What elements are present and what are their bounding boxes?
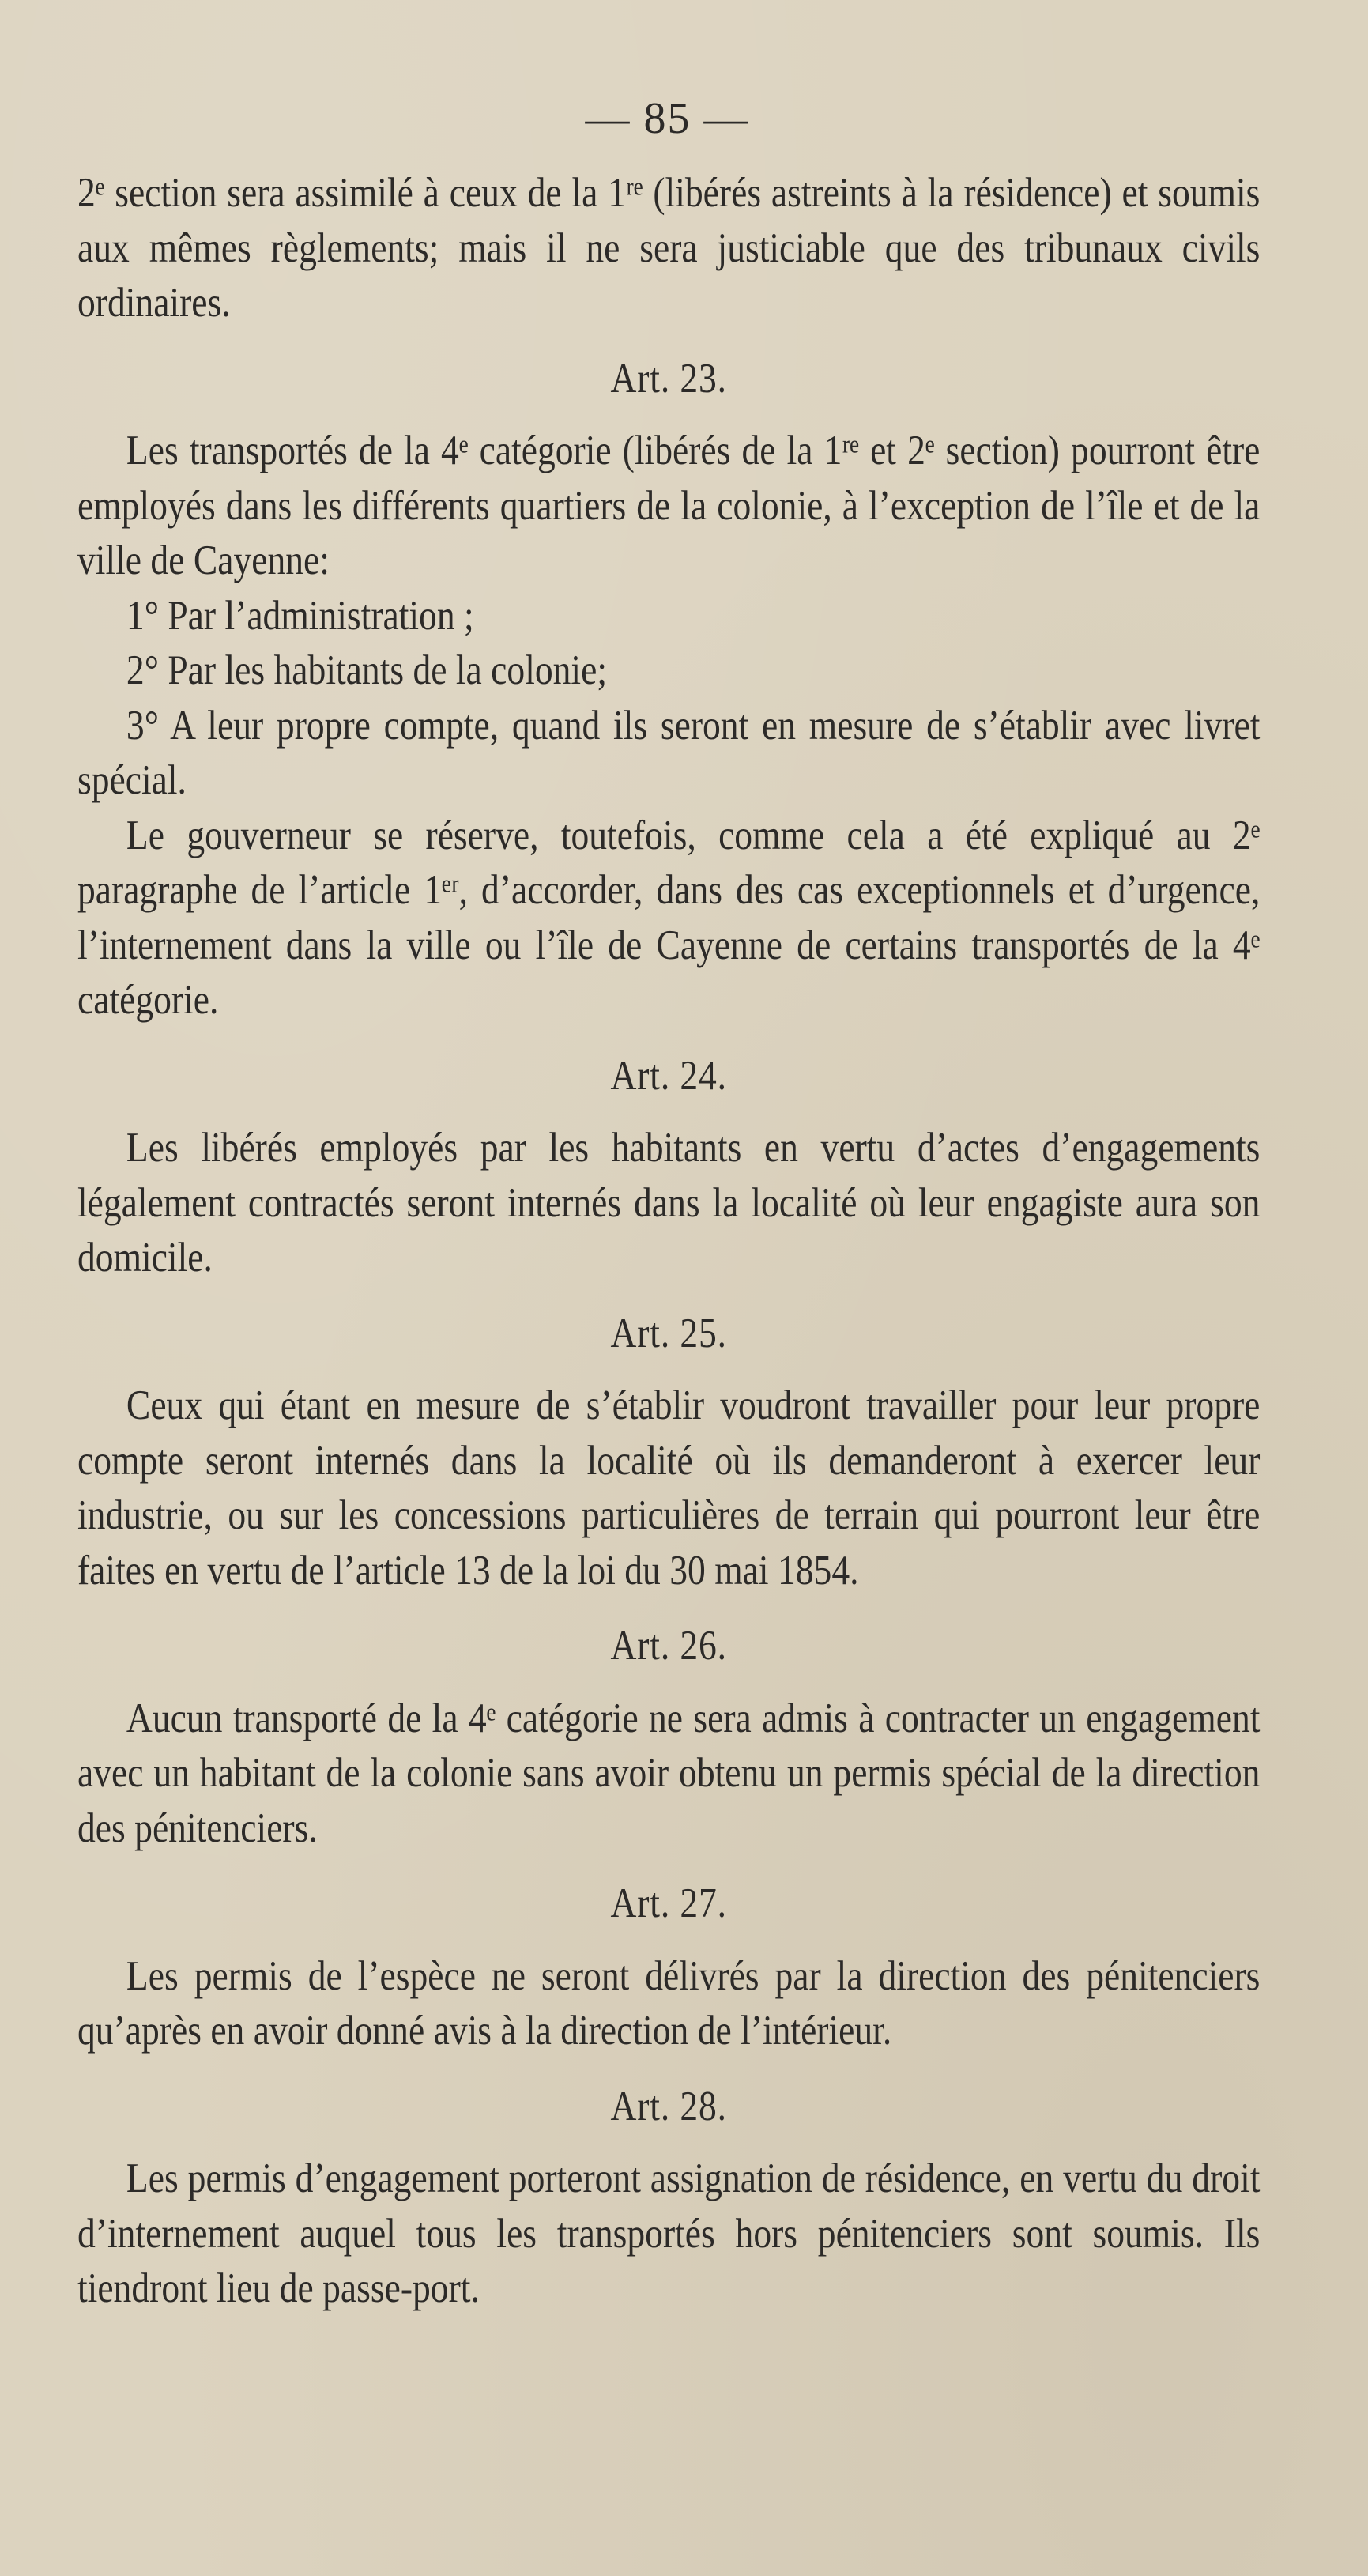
list-item: 3° A leur propre compte, quand ils seront en mesure de s’établir avec livret spécial. bbox=[77, 702, 1261, 803]
article-heading: Art. 23. bbox=[610, 355, 727, 402]
article-25 bbox=[77, 1307, 1260, 1599]
article-27 bbox=[77, 1876, 1260, 2059]
body-text bbox=[77, 166, 1260, 2317]
article-heading: Art. 26. bbox=[610, 1623, 727, 1669]
list-item: 1° Par l’administration ; bbox=[126, 592, 474, 639]
continuation-paragraph: 2ᵉ section sera assimilé à ceux de la 1ʳᵉ (libérés astreints à la résidence) et soumis aux mêmes règlements; mais il ne sera justiciable que des tribunaux civils ordinaires. bbox=[77, 170, 1261, 326]
article-heading: Art. 24. bbox=[610, 1052, 727, 1099]
article-heading: Art. 28. bbox=[610, 2083, 727, 2129]
page-number: — 85 — bbox=[585, 94, 750, 143]
article-paragraph: Les permis de l’espèce ne seront délivrés par la direction des pénitenciers qu’après en avoir donné avis à la direction de l’intérieur. bbox=[77, 1952, 1261, 2054]
article-paragraph: Les permis d’engagement porteront assignation de résidence, en vertu du droit d’internement auquel tous les transportés hors pénitenciers sont soumis. Ils tiendront lieu de passe-port. bbox=[77, 2155, 1261, 2311]
article-paragraph: Les transportés de la 4ᵉ catégorie (libérés de la 1ʳᵉ et 2ᵉ section) pourront être employés dans les différents quartiers de la colonie, à l’exception de l’île et de la ville de Cayenne: bbox=[77, 428, 1261, 583]
article-23 bbox=[77, 352, 1260, 1028]
article-28 bbox=[77, 2080, 1260, 2317]
article-paragraph: Les libérés employés par les habitants en vertu d’actes d’engagements légalement contractés seront internés dans la localité où leur engagiste aura son domicile. bbox=[77, 1125, 1261, 1280]
article-26 bbox=[77, 1619, 1260, 1856]
article-heading: Art. 25. bbox=[610, 1310, 727, 1356]
article-paragraph: Le gouverneur se réserve, toutefois, comme cela a été expliqué au 2ᵉ paragraphe de l’article 1ᵉʳ, d’accorder, dans des cas exceptionnels et d’urgence, l’internement dans la ville ou l’île de Cayenne de certains transportés de la 4ᵉ catégorie. bbox=[77, 812, 1261, 1023]
article-paragraph: Aucun transporté de la 4ᵉ catégorie ne sera admis à contracter un engagement avec un habitant de la colonie sans avoir obtenu un permis spécial de la direction des pénitenciers. bbox=[77, 1695, 1261, 1851]
article-paragraph: Ceux qui étant en mesure de s’établir voudront travailler pour leur propre compte seront internés dans la localité où ils demanderont à exercer leur industrie, ou sur les concessions particulières de terrain qui pourront leur être faites en vertu de l’article 13 de la loi du 30 mai 1854. bbox=[77, 1382, 1261, 1593]
list-item: 2° Par les habitants de la colonie; bbox=[126, 647, 608, 693]
article-24 bbox=[77, 1049, 1260, 1286]
article-heading: Art. 27. bbox=[610, 1880, 727, 1926]
